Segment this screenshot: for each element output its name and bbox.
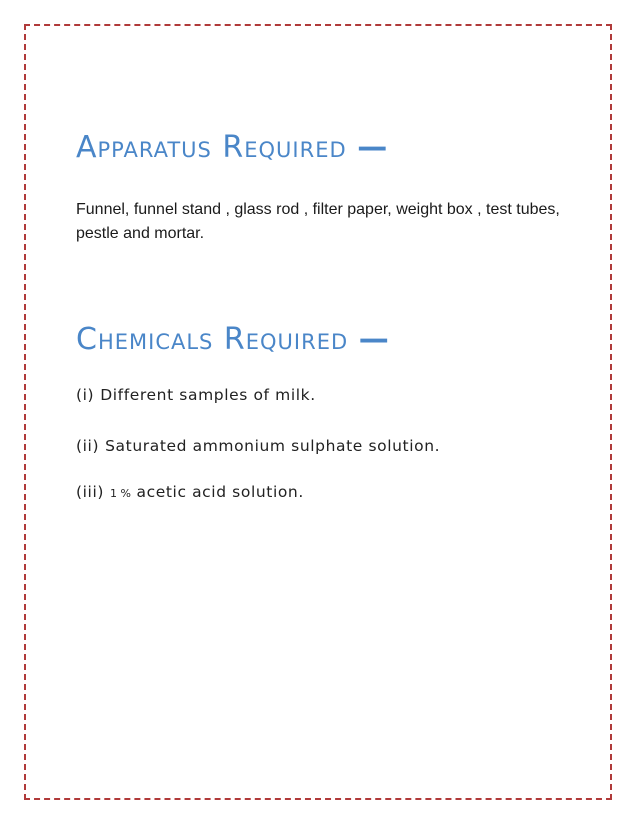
chemicals-heading — [76, 322, 390, 357]
chemical-item-1-text: Different samples of milk. — [100, 386, 316, 404]
apparatus-heading-text: Apparatus Required — [76, 130, 347, 165]
apparatus-list: Funnel, funnel stand , glass rod , filter paper, weight box , test tubes, pestle and mortar. — [76, 201, 560, 242]
chemical-item-3-amount: 1 % — [110, 487, 131, 500]
apparatus-heading — [76, 130, 388, 165]
chemical-item-2 — [76, 437, 440, 455]
chemical-item-3-text: acetic acid solution. — [136, 483, 304, 501]
chemical-item-1-number: (i) — [76, 386, 95, 404]
chemical-item-3 — [76, 483, 304, 501]
chemical-item-3-number: (iii) — [76, 483, 105, 501]
chemical-item-2-text: Saturated ammonium sulphate solution. — [105, 437, 441, 455]
chemicals-heading-dash: — — [358, 322, 390, 357]
apparatus-heading-dash: — — [357, 130, 389, 165]
chemicals-heading-text: Chemicals Required — [76, 322, 349, 357]
chemical-item-1 — [76, 386, 316, 404]
chemical-item-2-number: (ii) — [76, 437, 100, 455]
